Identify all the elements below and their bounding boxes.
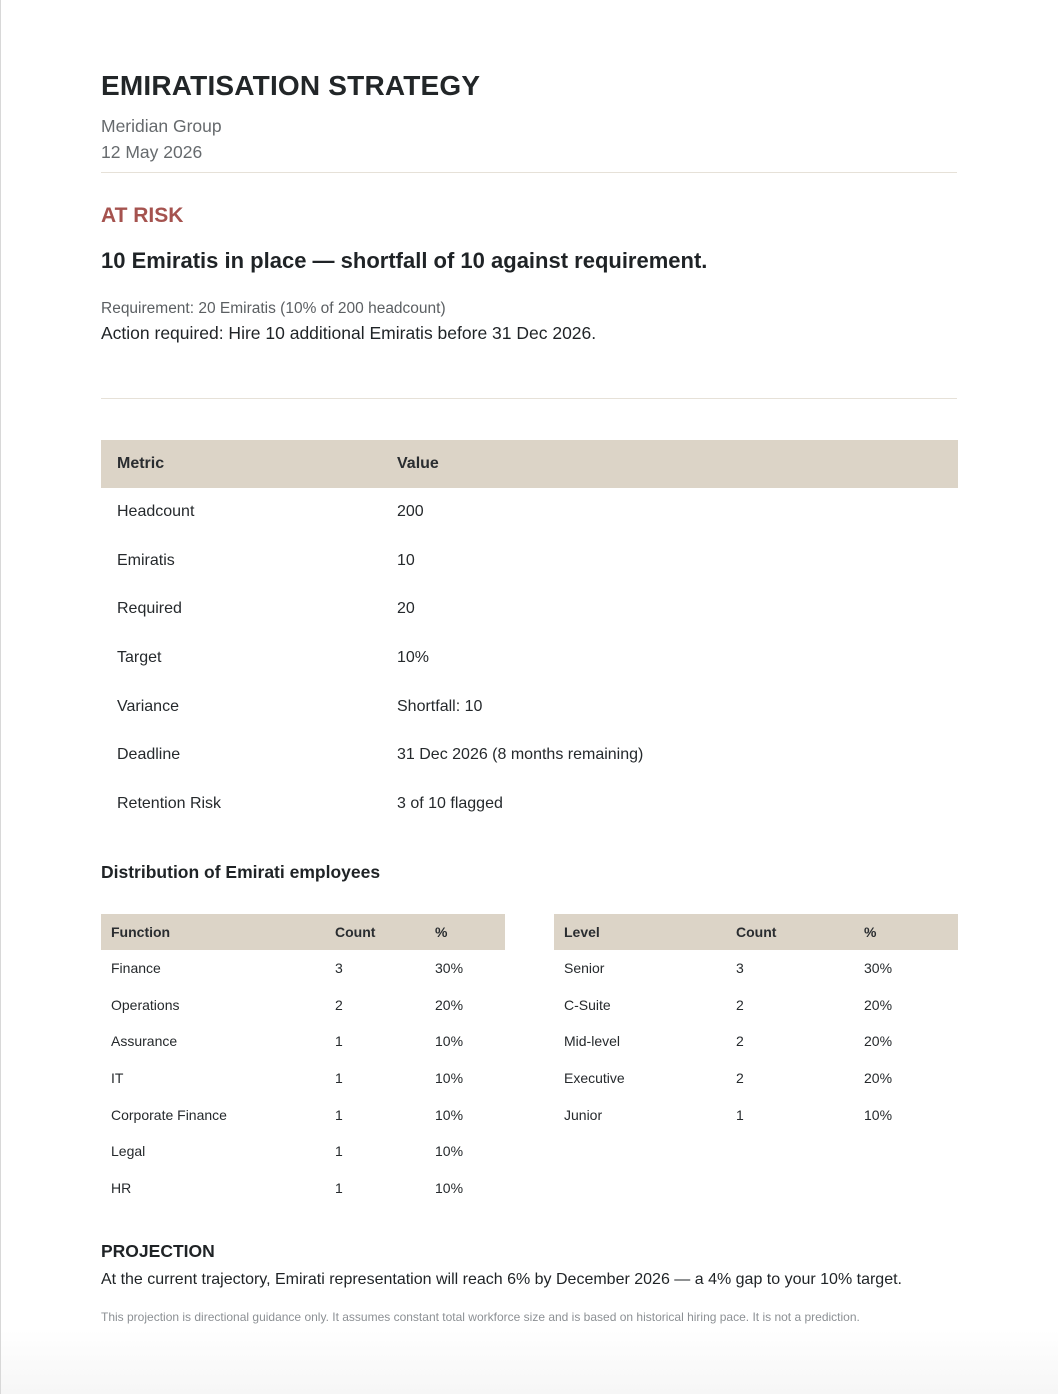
- function-percent: 10%: [435, 1033, 464, 1050]
- function-percent: 30%: [435, 960, 464, 977]
- function-percent: 10%: [435, 1143, 464, 1160]
- function-name: HR: [111, 1179, 132, 1196]
- table-row: [101, 780, 958, 829]
- level-percent: 20%: [864, 996, 893, 1013]
- table-row: [554, 1096, 958, 1133]
- level-table-header: [554, 914, 958, 950]
- table-row: [101, 731, 958, 780]
- metric-value: 3 of 10 flagged: [397, 794, 503, 812]
- table-row: [554, 1023, 958, 1060]
- function-count: 1: [335, 1106, 343, 1123]
- projection-label: PROJECTION: [101, 1241, 215, 1261]
- requirement-text: Requirement: 20 Emiratis (10% of 200 headcount): [101, 300, 446, 317]
- table-row: [101, 585, 958, 634]
- level-count: 3: [736, 960, 744, 977]
- metric-value: 20: [397, 600, 415, 618]
- column-header-percent: %: [435, 924, 448, 940]
- function-count: 1: [335, 1070, 343, 1087]
- column-header-function: Function: [111, 924, 171, 940]
- function-count: 3: [335, 960, 343, 977]
- table-row: [101, 987, 505, 1024]
- metric-value: 31 Dec 2026 (8 months remaining): [397, 746, 644, 764]
- metric-value: 200: [397, 503, 424, 521]
- function-percent: 10%: [435, 1106, 464, 1123]
- function-count: 2: [335, 996, 343, 1013]
- table-row: [554, 1060, 958, 1097]
- level-name: Mid-level: [564, 1033, 621, 1050]
- metric-value: 10: [397, 551, 415, 569]
- function-name: Corporate Finance: [111, 1106, 227, 1123]
- action-required-text: Action required: Hire 10 additional Emiratis before 31 Dec 2026.: [101, 323, 597, 343]
- table-row: [101, 1096, 505, 1133]
- metric-value: Shortfall: 10: [397, 697, 483, 715]
- metric-name: Target: [117, 649, 162, 667]
- table-row: [101, 1170, 505, 1207]
- level-name: Senior: [564, 960, 605, 977]
- table-row: [101, 634, 958, 683]
- column-header-level: Level: [564, 924, 600, 940]
- function-table-header: [101, 914, 505, 950]
- level-name: C-Suite: [564, 996, 611, 1013]
- summary-divider: [101, 398, 957, 399]
- level-name: Junior: [564, 1106, 603, 1123]
- function-percent: 10%: [435, 1179, 464, 1196]
- level-percent: 20%: [864, 1033, 893, 1050]
- metric-name: Variance: [117, 697, 179, 715]
- function-name: Finance: [111, 960, 161, 977]
- table-row: [101, 682, 958, 731]
- table-row: [101, 1023, 505, 1060]
- column-header-count: Count: [736, 924, 777, 940]
- table-row: [101, 1133, 505, 1170]
- distribution-title: Distribution of Emirati employees: [101, 862, 381, 882]
- header-divider: [101, 172, 957, 173]
- level-percent: 20%: [864, 1070, 893, 1087]
- level-count: 2: [736, 996, 744, 1013]
- table-row: [101, 537, 958, 586]
- function-name: Assurance: [111, 1033, 178, 1050]
- metric-name: Required: [117, 600, 182, 618]
- metric-name: Emiratis: [117, 551, 175, 569]
- column-header-metric: Metric: [117, 455, 165, 472]
- function-name: Operations: [111, 996, 180, 1013]
- metrics-table: [101, 440, 958, 828]
- metric-value: 10%: [397, 649, 430, 667]
- level-count: 2: [736, 1070, 744, 1087]
- summary-headline: 10 Emiratis in place — shortfall of 10 against requirement.: [101, 248, 708, 273]
- metric-name: Deadline: [117, 746, 181, 764]
- status-badge: AT RISK: [101, 204, 184, 227]
- table-row: [101, 1060, 505, 1097]
- projection-text: At the current trajectory, Emirati representation will reach 6% by December 2026 — a 4% gap to your 10% target.: [101, 1271, 902, 1288]
- column-header-count: Count: [335, 924, 376, 940]
- function-count: 1: [335, 1033, 343, 1050]
- function-percent: 20%: [435, 996, 464, 1013]
- level-count: 2: [736, 1033, 744, 1050]
- level-count: 1: [736, 1106, 744, 1123]
- column-header-value: Value: [397, 455, 439, 472]
- function-count: 1: [335, 1179, 343, 1196]
- metrics-table-header: [101, 440, 958, 488]
- level-percent: 10%: [864, 1106, 893, 1123]
- projection-disclaimer: This projection is directional guidance only. It assumes constant total workforce size and is based on historical hiring pace. It is not a prediction.: [101, 1310, 860, 1324]
- table-row: [101, 488, 958, 537]
- level-name: Executive: [564, 1070, 625, 1087]
- table-row: [554, 987, 958, 1024]
- function-distribution-table: [101, 914, 505, 1206]
- metric-name: Retention Risk: [117, 794, 222, 812]
- function-count: 1: [335, 1143, 343, 1160]
- function-name: IT: [111, 1070, 124, 1087]
- function-percent: 10%: [435, 1070, 464, 1087]
- level-distribution-table: [554, 914, 958, 1133]
- table-row: [101, 950, 505, 987]
- metric-name: Headcount: [117, 503, 195, 521]
- level-percent: 30%: [864, 960, 893, 977]
- column-header-percent: %: [864, 924, 877, 940]
- document-title: EMIRATISATION STRATEGY: [101, 70, 481, 101]
- report-date: 12 May 2026: [101, 142, 203, 162]
- function-name: Legal: [111, 1143, 146, 1160]
- organization-name: Meridian Group: [101, 116, 222, 136]
- table-row: [554, 950, 958, 987]
